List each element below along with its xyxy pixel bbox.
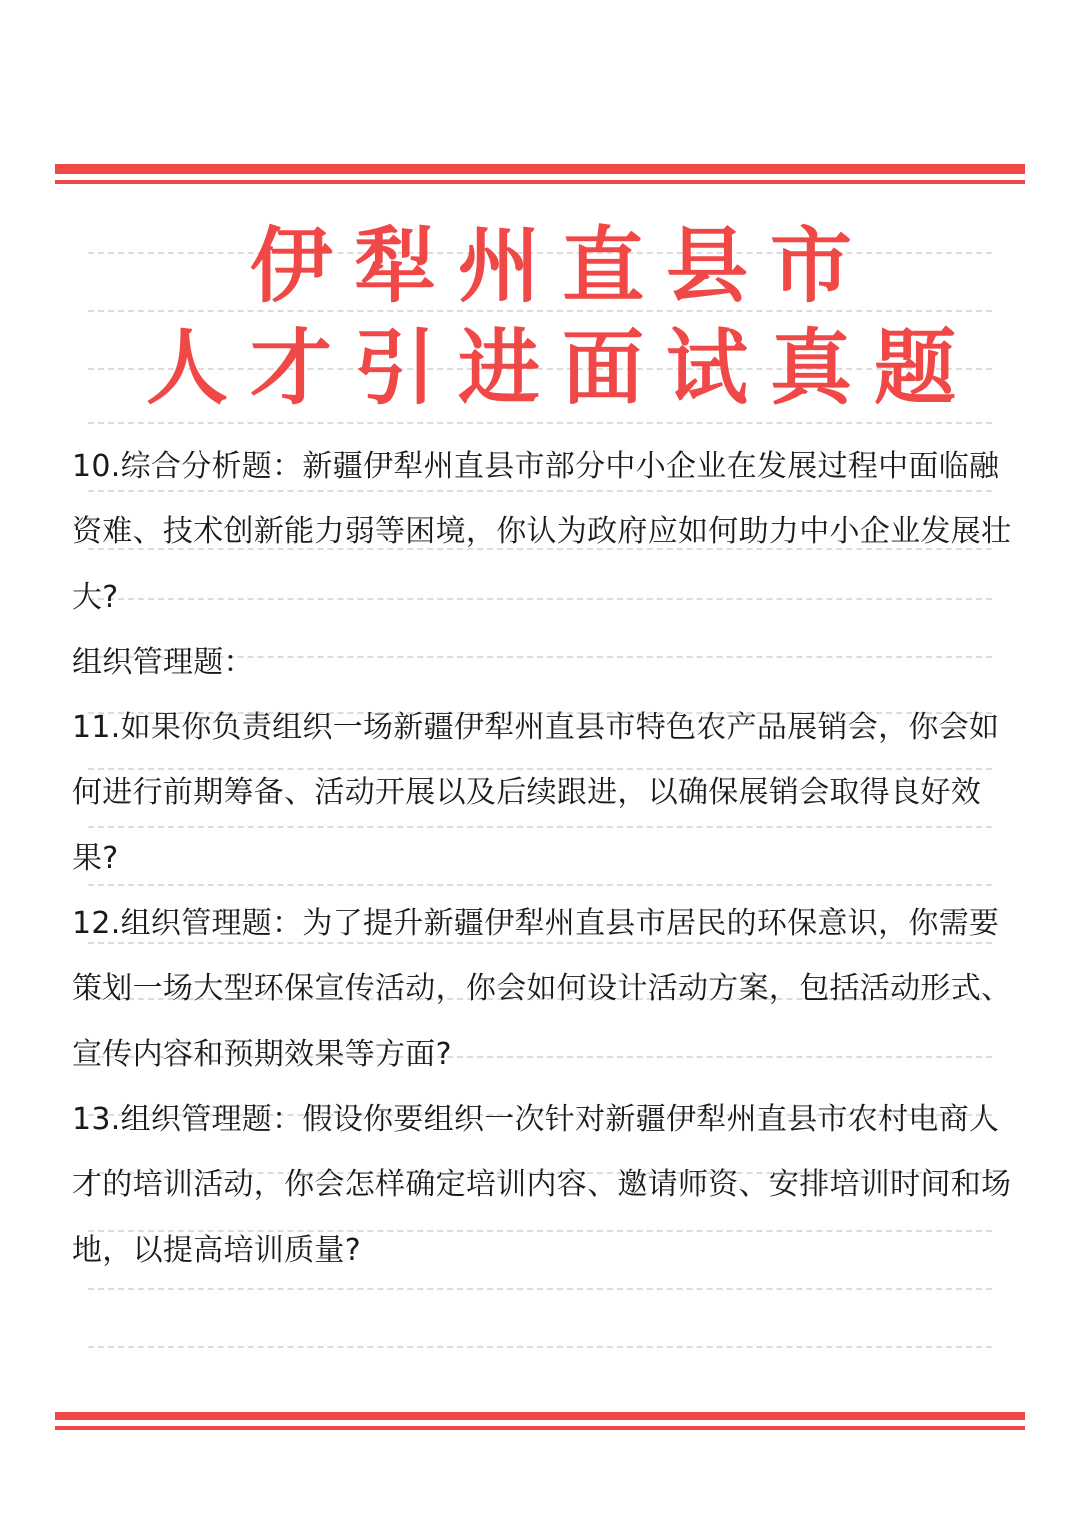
- question-11: 11.如果你负责组织一场新疆伊犁州直县市特色农产品展销会，你会如何进行前期筹备、活动开展以及后续跟进，以确保展销会取得良好效果?: [72, 710, 1000, 876]
- question-13: 13.组织管理题：假设你要组织一次针对新疆伊犁州直县市农村电商人才的培训活动，你会怎样确定培训内容、邀请师资、安排培训时间和场地，以提高培训质量?: [72, 1101, 1012, 1268]
- ruled-line: [88, 1346, 992, 1348]
- question-10: 10.综合分析题：新疆伊犁州直县市部分中小企业在发展过程中面临融资难、技术创新能力弱等困境，你认为政府应如何助力中小企业发展壮大?: [72, 449, 1012, 615]
- title-line-2: 人才引进面试真题: [145, 320, 978, 416]
- top-border-thin: [55, 180, 1025, 184]
- ruled-line: [88, 1288, 992, 1290]
- ruled-line: [88, 422, 992, 424]
- top-border-thick: [55, 164, 1025, 174]
- bottom-border-thin: [55, 1426, 1025, 1430]
- question-12: 12.组织管理题：为了提升新疆伊犁州直县市居民的环保意识，你需要策划一场大型环保宣传活动，你会如何设计活动方案，包括活动形式、宣传内容和预期效果等方面?: [72, 906, 1012, 1072]
- question-list: [72, 434, 1012, 1283]
- section-heading: 组织管理题：: [72, 644, 254, 680]
- title-line-1: 伊犁州直县市: [249, 218, 874, 314]
- bottom-border-thick: [55, 1412, 1025, 1420]
